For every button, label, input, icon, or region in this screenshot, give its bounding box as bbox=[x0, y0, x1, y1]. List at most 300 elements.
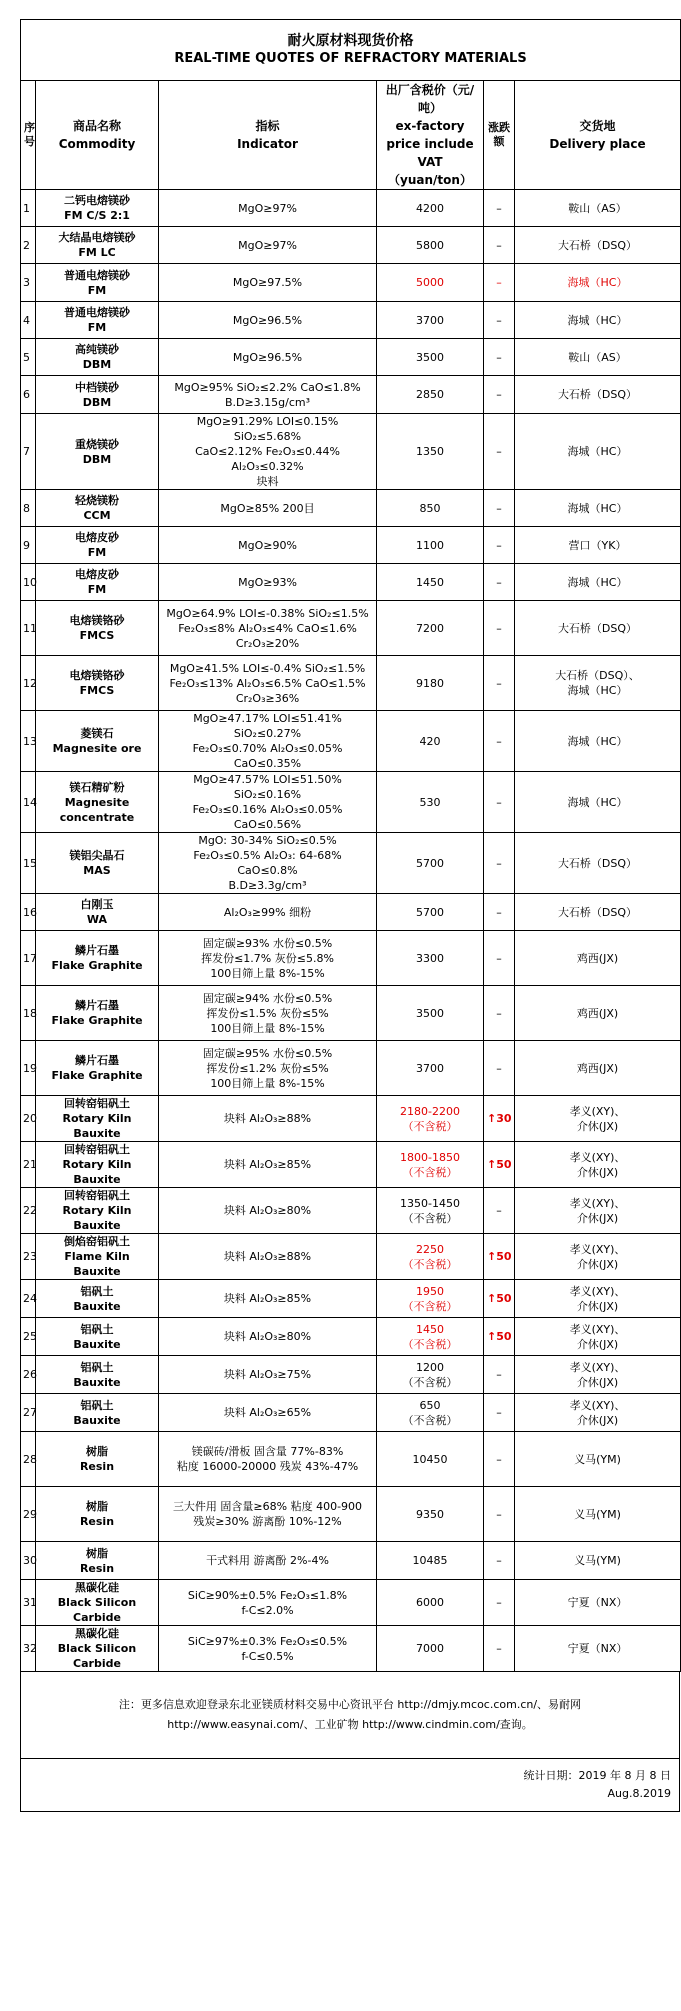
commodity-en: FM bbox=[87, 546, 107, 559]
indicator-cell bbox=[159, 527, 377, 564]
indicator-line: Al₂O₃≥99% 细粉 bbox=[223, 905, 312, 919]
delivery-place-line: 大石桥（DSQ） bbox=[557, 388, 638, 401]
change-cell: – bbox=[484, 986, 515, 1041]
delivery-place-cell bbox=[515, 1188, 681, 1234]
indicator-line: Fe₂O₃≤8% Al₂O₃≤4% CaO≤1.6% bbox=[178, 621, 357, 635]
indicator-line: Fe₂O₃≤0.70% Al₂O₃≤0.05% CaO≤0.35% bbox=[192, 742, 343, 770]
price-line: （不含税） bbox=[402, 1211, 458, 1225]
indicator-cell bbox=[159, 601, 377, 656]
indicator-cell bbox=[159, 1318, 377, 1356]
price-cell bbox=[377, 1580, 484, 1626]
commodity-en: FMCS bbox=[79, 684, 115, 697]
table-row bbox=[21, 833, 681, 894]
header-commodity-en: Commodity bbox=[58, 137, 136, 151]
table-row bbox=[21, 414, 681, 490]
row-number: 5 bbox=[21, 339, 36, 376]
commodity-en: MAS bbox=[83, 864, 111, 877]
price-cell bbox=[377, 490, 484, 527]
commodity-cn: 二钙电熔镁砂 bbox=[64, 194, 130, 207]
price-line: 3500 bbox=[416, 1006, 444, 1020]
table-row bbox=[21, 1487, 681, 1542]
price-cell bbox=[377, 1626, 484, 1672]
table-row bbox=[21, 656, 681, 711]
change-cell: – bbox=[484, 656, 515, 711]
commodity-cell bbox=[36, 711, 159, 772]
delivery-place-cell bbox=[515, 264, 681, 302]
price-line: 5800 bbox=[416, 238, 444, 252]
delivery-place-line: 介休(JX) bbox=[576, 1413, 619, 1427]
indicator-cell bbox=[159, 302, 377, 339]
commodity-cn: 镁石精矿粉 bbox=[69, 780, 125, 794]
price-line: 530 bbox=[419, 795, 441, 809]
price-line: （不含税） bbox=[402, 1299, 458, 1313]
commodity-cn: 鳞片石墨 bbox=[75, 999, 119, 1012]
row-number: 8 bbox=[21, 490, 36, 527]
row-number: 21 bbox=[21, 1142, 36, 1188]
indicator-line: 块料 Al₂O₃≥88% bbox=[223, 1112, 312, 1125]
indicator-cell bbox=[159, 656, 377, 711]
commodity-en: Flame Kiln Bauxite bbox=[64, 1250, 130, 1278]
commodity-en: CCM bbox=[83, 509, 111, 522]
indicator-cell bbox=[159, 1234, 377, 1280]
commodity-en: Black Silicon Carbide bbox=[57, 1596, 137, 1624]
price-line: 650 bbox=[419, 1398, 441, 1412]
change-cell: – bbox=[484, 1041, 515, 1096]
indicator-line: MgO≥41.5% LOI≤-0.4% SiO₂≤1.5% bbox=[169, 661, 366, 675]
price-cell bbox=[377, 376, 484, 414]
price-line: 1350-1450 bbox=[400, 1196, 460, 1210]
row-number: 23 bbox=[21, 1234, 36, 1280]
stat-date-en: Aug.8.2019 bbox=[607, 1787, 671, 1800]
commodity-en: Flake Graphite bbox=[51, 959, 143, 972]
commodity-cell bbox=[36, 1580, 159, 1626]
commodity-cn: 电熔镁铬砂 bbox=[69, 669, 125, 682]
indicator-line: 粘度 16000-20000 残炭 43%-47% bbox=[176, 1460, 359, 1473]
table-row bbox=[21, 1542, 681, 1580]
row-number: 2 bbox=[21, 227, 36, 264]
commodity-cn: 白刚玉 bbox=[80, 898, 114, 911]
price-cell bbox=[377, 1280, 484, 1318]
change-cell: – bbox=[484, 339, 515, 376]
header-place-en: Delivery place bbox=[549, 137, 646, 151]
commodity-cn: 大结晶电熔镁砂 bbox=[58, 231, 136, 244]
delivery-place-cell bbox=[515, 1041, 681, 1096]
delivery-place-cell bbox=[515, 227, 681, 264]
row-number: 13 bbox=[21, 711, 36, 772]
commodity-cell bbox=[36, 894, 159, 931]
indicator-cell bbox=[159, 986, 377, 1041]
commodity-en: FMCS bbox=[79, 629, 115, 642]
commodity-cell bbox=[36, 1280, 159, 1318]
indicator-cell bbox=[159, 1188, 377, 1234]
indicator-cell bbox=[159, 1487, 377, 1542]
price-line: （不含税） bbox=[402, 1119, 458, 1133]
commodity-cn: 高纯镁砂 bbox=[75, 343, 119, 356]
row-number: 9 bbox=[21, 527, 36, 564]
commodity-cell bbox=[36, 986, 159, 1041]
change-cell: – bbox=[484, 1487, 515, 1542]
delivery-place-line: 孝义(XY)、 bbox=[569, 1284, 626, 1298]
price-table bbox=[20, 19, 681, 1672]
commodity-cn: 普通电熔镁砂 bbox=[64, 306, 130, 319]
delivery-place-line: 海城（HC） bbox=[567, 575, 628, 589]
indicator-line: SiC≥97%±0.3% Fe₂O₃≤0.5% bbox=[187, 1634, 348, 1648]
header-price-en: ex-factory price include VAT（yuan/ton） bbox=[386, 119, 474, 187]
indicator-cell bbox=[159, 1280, 377, 1318]
delivery-place-line: 鸡西(JX) bbox=[576, 951, 619, 965]
delivery-place-cell bbox=[515, 414, 681, 490]
row-number: 30 bbox=[21, 1542, 36, 1580]
delivery-place-line: 介休(JX) bbox=[576, 1337, 619, 1351]
commodity-cn: 树脂 bbox=[86, 1500, 108, 1513]
indicator-line: SiC≥90%±0.5% Fe₂O₃≤1.8% bbox=[187, 1588, 348, 1602]
row-number: 24 bbox=[21, 1280, 36, 1318]
delivery-place-cell bbox=[515, 833, 681, 894]
commodity-cell bbox=[36, 833, 159, 894]
delivery-place-line: 孝义(XY)、 bbox=[569, 1360, 626, 1374]
change-up-arrow: ↑30 bbox=[484, 1096, 515, 1142]
indicator-line: 固定碳≥95% 水份≤0.5% bbox=[202, 1046, 333, 1060]
commodity-cn: 铝矾土 bbox=[80, 1360, 114, 1374]
commodity-en: Magnesite concentrate bbox=[59, 795, 135, 824]
table-row bbox=[21, 339, 681, 376]
commodity-en: DBM bbox=[82, 358, 112, 371]
header-no: 序号 bbox=[21, 81, 36, 190]
indicator-line: 残炭≥30% 游离酚 10%-12% bbox=[193, 1515, 342, 1528]
change-cell: – bbox=[484, 1580, 515, 1626]
commodity-en: Rotary Kiln Bauxite bbox=[62, 1158, 132, 1186]
commodity-cell bbox=[36, 1041, 159, 1096]
commodity-cn: 铝矾土 bbox=[80, 1322, 114, 1336]
price-cell bbox=[377, 1041, 484, 1096]
table-row bbox=[21, 1041, 681, 1096]
price-line: （不含税） bbox=[402, 1165, 458, 1179]
indicator-line: 100目筛上量 8%-15% bbox=[210, 966, 325, 980]
indicator-line: MgO: 30-34% SiO₂≤0.5% bbox=[198, 834, 337, 847]
change-cell: – bbox=[484, 527, 515, 564]
change-cell: – bbox=[484, 227, 515, 264]
indicator-line: 块料 Al₂O₃≥85% bbox=[223, 1158, 312, 1171]
price-cell bbox=[377, 1142, 484, 1188]
change-cell: – bbox=[484, 1626, 515, 1672]
delivery-place-cell bbox=[515, 931, 681, 986]
indicator-line: MgO≥91.29% LOI≤0.15% SiO₂≤5.68% bbox=[196, 415, 339, 443]
indicator-line: MgO≥97% bbox=[238, 238, 297, 252]
table-row bbox=[21, 711, 681, 772]
delivery-place-line: 义马(YM) bbox=[574, 1507, 621, 1521]
change-up-arrow: ↑50 bbox=[484, 1318, 515, 1356]
delivery-place-cell bbox=[515, 1542, 681, 1580]
indicator-line: Cr₂O₃≥20% bbox=[235, 636, 300, 650]
commodity-cn: 菱镁石 bbox=[80, 727, 114, 740]
table-row bbox=[21, 302, 681, 339]
commodity-cell bbox=[36, 227, 159, 264]
commodity-en: Resin bbox=[79, 1515, 115, 1528]
commodity-cn: 铝矾土 bbox=[80, 1284, 114, 1298]
row-number: 32 bbox=[21, 1626, 36, 1672]
change-cell: – bbox=[484, 833, 515, 894]
table-row bbox=[21, 1356, 681, 1394]
price-cell bbox=[377, 264, 484, 302]
delivery-place-line: 鞍山（AS） bbox=[568, 350, 627, 364]
row-number: 11 bbox=[21, 601, 36, 656]
indicator-line: f-C≤0.5% bbox=[241, 1649, 294, 1663]
commodity-cn: 黑碳化硅 bbox=[75, 1627, 119, 1640]
indicator-line: MgO≥96.5% bbox=[232, 313, 303, 327]
delivery-place-cell bbox=[515, 894, 681, 931]
delivery-place-line: 鞍山（AS） bbox=[568, 201, 627, 215]
row-number: 18 bbox=[21, 986, 36, 1041]
header-place-cn: 交货地 bbox=[579, 119, 616, 133]
commodity-cn: 回转窑铝矾土 bbox=[64, 1097, 130, 1110]
commodity-en: Magnesite ore bbox=[52, 742, 142, 755]
price-cell bbox=[377, 302, 484, 339]
indicator-line: 块料 Al₂O₃≥80% bbox=[223, 1330, 312, 1343]
commodity-en: DBM bbox=[82, 395, 112, 409]
indicator-line: MgO≥64.9% LOI≤-0.38% SiO₂≤1.5% bbox=[166, 606, 369, 620]
price-line: 3500 bbox=[416, 350, 444, 364]
header-price bbox=[377, 81, 484, 190]
commodity-cell bbox=[36, 1542, 159, 1580]
commodity-en: Flake Graphite bbox=[51, 1069, 143, 1082]
delivery-place-cell bbox=[515, 1394, 681, 1432]
delivery-place-line: 介休(JX) bbox=[576, 1257, 619, 1271]
delivery-place-cell bbox=[515, 527, 681, 564]
indicator-line: Cr₂O₃≥36% bbox=[235, 691, 300, 705]
indicator-cell bbox=[159, 711, 377, 772]
delivery-place-cell bbox=[515, 339, 681, 376]
delivery-place-line: 介休(JX) bbox=[576, 1375, 619, 1389]
table-row bbox=[21, 264, 681, 302]
table-row bbox=[21, 1580, 681, 1626]
commodity-cn: 中档镁砂 bbox=[75, 380, 119, 394]
indicator-line: Fe₂O₃≤0.16% Al₂O₃≤0.05% CaO≤0.56% bbox=[192, 803, 343, 831]
row-number: 3 bbox=[21, 264, 36, 302]
indicator-line: 挥发份≤1.7% 灰份≤5.8% bbox=[201, 951, 334, 965]
price-line: 850 bbox=[419, 501, 441, 515]
indicator-cell bbox=[159, 931, 377, 986]
indicator-line: 块料 Al₂O₃≥88% bbox=[223, 1250, 312, 1263]
indicator-cell bbox=[159, 190, 377, 227]
delivery-place-line: 介休(JX) bbox=[576, 1299, 619, 1313]
delivery-place-line: 孝义(XY)、 bbox=[569, 1398, 626, 1412]
commodity-cell bbox=[36, 1626, 159, 1672]
delivery-place-cell bbox=[515, 302, 681, 339]
price-line: 4200 bbox=[416, 201, 444, 215]
price-line: 1450 bbox=[416, 575, 444, 589]
delivery-place-line: 大石桥（DSQ） bbox=[557, 238, 638, 252]
indicator-cell bbox=[159, 339, 377, 376]
price-line: 2850 bbox=[416, 388, 444, 401]
delivery-place-cell bbox=[515, 986, 681, 1041]
price-line: 1100 bbox=[416, 538, 444, 552]
price-cell bbox=[377, 1487, 484, 1542]
indicator-cell bbox=[159, 376, 377, 414]
price-line: 2180-2200 bbox=[400, 1104, 460, 1118]
change-up-arrow: ↑50 bbox=[484, 1280, 515, 1318]
footer-table bbox=[20, 1671, 680, 1812]
delivery-place-line: 大石桥（DSQ） bbox=[557, 856, 638, 870]
commodity-cell bbox=[36, 527, 159, 564]
change-cell: – bbox=[484, 772, 515, 833]
commodity-en: Black Silicon Carbide bbox=[57, 1642, 137, 1670]
indicator-line: Fe₂O₃≤0.5% Al₂O₃: 64-68% CaO≤0.8% bbox=[193, 849, 342, 877]
indicator-line: 三大件用 固含量≥68% 粘度 400-900 bbox=[172, 1500, 363, 1513]
change-cell: – bbox=[484, 564, 515, 601]
price-cell bbox=[377, 931, 484, 986]
indicator-line: 块料 Al₂O₃≥85% bbox=[223, 1292, 312, 1305]
commodity-cn: 回转窑铝矾土 bbox=[64, 1143, 130, 1156]
commodity-en: Bauxite bbox=[73, 1375, 121, 1389]
price-cell bbox=[377, 1188, 484, 1234]
delivery-place-cell bbox=[515, 1142, 681, 1188]
delivery-place-line: 海城（HC） bbox=[567, 684, 628, 697]
row-number: 15 bbox=[21, 833, 36, 894]
row-number: 25 bbox=[21, 1318, 36, 1356]
delivery-place-line: 海城（HC） bbox=[567, 313, 628, 327]
commodity-cell bbox=[36, 490, 159, 527]
change-cell: – bbox=[484, 1394, 515, 1432]
indicator-line: 100目筛上量 8%-15% bbox=[210, 1021, 325, 1035]
indicator-line: MgO≥93% bbox=[238, 575, 297, 589]
commodity-en: Bauxite bbox=[73, 1413, 121, 1427]
indicator-line: 块料 Al₂O₃≥80% bbox=[223, 1204, 312, 1217]
indicator-line: 固定碳≥93% 水份≤0.5% bbox=[202, 936, 333, 950]
delivery-place-cell bbox=[515, 772, 681, 833]
table-row bbox=[21, 931, 681, 986]
stat-date-cn: 统计日期：2019 年 8 月 8 日 bbox=[523, 1769, 671, 1782]
indicator-line: f-C≤2.0% bbox=[241, 1603, 294, 1617]
indicator-cell bbox=[159, 264, 377, 302]
commodity-cn: 树脂 bbox=[86, 1546, 108, 1560]
price-line: 3700 bbox=[416, 313, 444, 327]
commodity-en: Bauxite bbox=[73, 1337, 121, 1351]
indicator-line: MgO≥95% SiO₂≤2.2% CaO≤1.8% bbox=[174, 380, 361, 394]
indicator-line: MgO≥97.5% bbox=[232, 276, 303, 289]
row-number: 29 bbox=[21, 1487, 36, 1542]
indicator-cell bbox=[159, 772, 377, 833]
price-line: 6000 bbox=[416, 1596, 444, 1609]
delivery-place-line: 宁夏（NX） bbox=[567, 1642, 628, 1655]
header-indicator bbox=[159, 81, 377, 190]
price-cell bbox=[377, 833, 484, 894]
price-cell bbox=[377, 601, 484, 656]
header-commodity-cn: 商品名称 bbox=[72, 119, 121, 133]
commodity-en: Resin bbox=[79, 1561, 115, 1575]
change-up-arrow: ↑50 bbox=[484, 1234, 515, 1280]
price-cell bbox=[377, 1394, 484, 1432]
delivery-place-line: 介休(JX) bbox=[576, 1119, 619, 1133]
stat-date bbox=[21, 1759, 680, 1812]
commodity-en: FM bbox=[87, 283, 107, 297]
footer-note-line-2: http://www.easynai.com/、工业矿物 http://www.cindmin.com/查询。 bbox=[167, 1718, 533, 1731]
table-row bbox=[21, 1234, 681, 1280]
delivery-place-cell bbox=[515, 190, 681, 227]
commodity-cell bbox=[36, 1394, 159, 1432]
table-row bbox=[21, 1432, 681, 1487]
price-line: （不含税） bbox=[402, 1413, 458, 1427]
row-number: 17 bbox=[21, 931, 36, 986]
indicator-cell bbox=[159, 227, 377, 264]
delivery-place-cell bbox=[515, 376, 681, 414]
price-cell bbox=[377, 894, 484, 931]
change-cell: – bbox=[484, 1188, 515, 1234]
table-row bbox=[21, 527, 681, 564]
indicator-cell bbox=[159, 833, 377, 894]
indicator-line: SiO₂≤0.16% bbox=[233, 788, 302, 801]
commodity-cell bbox=[36, 1487, 159, 1542]
indicator-cell bbox=[159, 894, 377, 931]
commodity-cell bbox=[36, 1432, 159, 1487]
header-change: 涨跌额 bbox=[484, 81, 515, 190]
indicator-cell bbox=[159, 1142, 377, 1188]
delivery-place-line: 鸡西(JX) bbox=[576, 1061, 619, 1075]
commodity-cell bbox=[36, 339, 159, 376]
price-cell bbox=[377, 1542, 484, 1580]
table-row bbox=[21, 1188, 681, 1234]
commodity-en: FM bbox=[87, 583, 107, 596]
delivery-place-cell bbox=[515, 1280, 681, 1318]
commodity-en: Rotary Kiln Bauxite bbox=[62, 1112, 132, 1140]
change-cell: – bbox=[484, 414, 515, 490]
table-row bbox=[21, 1096, 681, 1142]
delivery-place-line: 大石桥（DSQ） bbox=[557, 621, 638, 635]
row-number: 19 bbox=[21, 1041, 36, 1096]
delivery-place-line: 孝义(XY)、 bbox=[569, 1104, 626, 1118]
price-cell bbox=[377, 1432, 484, 1487]
commodity-cell bbox=[36, 1318, 159, 1356]
row-number: 1 bbox=[21, 190, 36, 227]
price-line: 7200 bbox=[416, 621, 444, 635]
indicator-cell bbox=[159, 414, 377, 490]
price-cell bbox=[377, 339, 484, 376]
commodity-cell bbox=[36, 376, 159, 414]
change-up-arrow: ↑50 bbox=[484, 1142, 515, 1188]
change-cell: – bbox=[484, 931, 515, 986]
indicator-cell bbox=[159, 564, 377, 601]
header-indicator-en: Indicator bbox=[237, 137, 298, 151]
commodity-cn: 黑碳化硅 bbox=[75, 1581, 119, 1594]
indicator-line: B.D≥3.15g/cm³ bbox=[224, 395, 311, 409]
row-number: 22 bbox=[21, 1188, 36, 1234]
commodity-cn: 普通电熔镁砂 bbox=[64, 268, 130, 282]
price-line: 1450 bbox=[416, 1322, 444, 1336]
price-cell bbox=[377, 1318, 484, 1356]
change-cell: – bbox=[484, 302, 515, 339]
table-title bbox=[21, 20, 681, 81]
delivery-place-line: 大石桥（DSQ） bbox=[557, 905, 638, 919]
change-cell: – bbox=[484, 1432, 515, 1487]
delivery-place-cell bbox=[515, 1432, 681, 1487]
row-number: 20 bbox=[21, 1096, 36, 1142]
price-cell bbox=[377, 564, 484, 601]
row-number: 14 bbox=[21, 772, 36, 833]
indicator-cell bbox=[159, 1394, 377, 1432]
commodity-cn: 电熔皮砂 bbox=[75, 531, 119, 544]
price-cell bbox=[377, 527, 484, 564]
price-line: 5700 bbox=[416, 856, 444, 870]
commodity-cell bbox=[36, 1142, 159, 1188]
price-cell bbox=[377, 190, 484, 227]
change-cell: – bbox=[484, 1356, 515, 1394]
table-row bbox=[21, 1394, 681, 1432]
commodity-en: WA bbox=[86, 913, 108, 926]
price-line: 420 bbox=[419, 734, 441, 748]
indicator-line: 100目筛上量 8%-15% bbox=[210, 1076, 325, 1090]
price-line: 3700 bbox=[416, 1061, 444, 1075]
table-row bbox=[21, 601, 681, 656]
commodity-en: FM LC bbox=[78, 246, 116, 259]
